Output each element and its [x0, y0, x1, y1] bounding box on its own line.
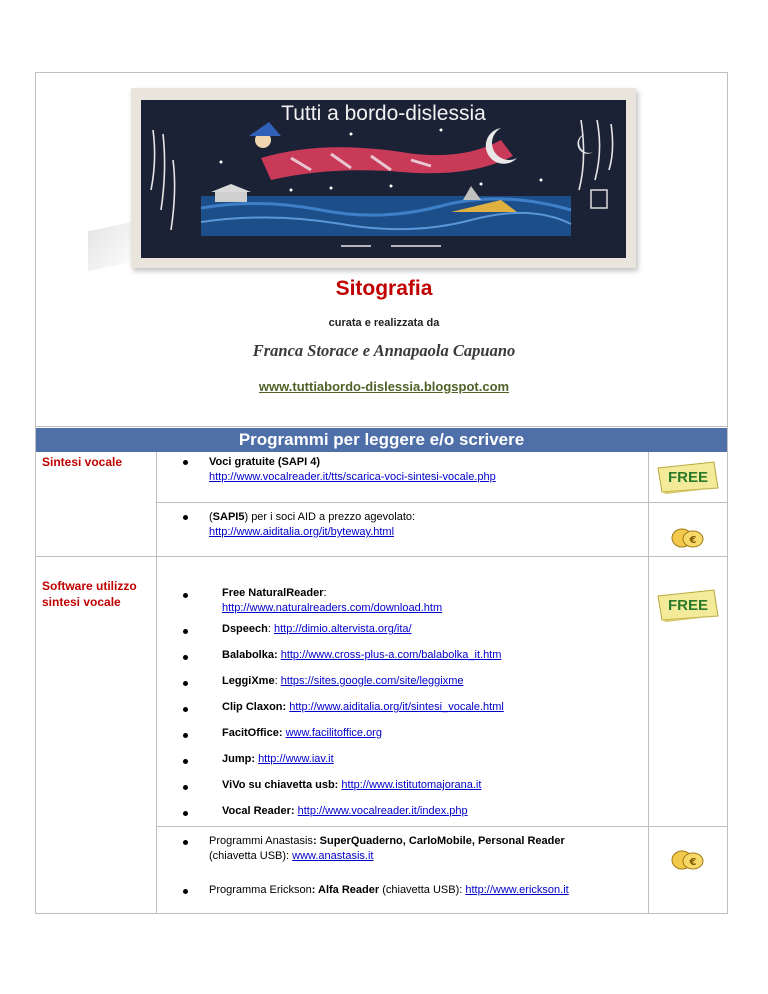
list-item	[222, 700, 504, 715]
item-label: Clip Claxon:	[222, 701, 287, 713]
row-divider	[36, 556, 728, 557]
free-badge-text: FREE	[667, 469, 709, 486]
item-link[interactable]: http://www.cross-plus-a.com/balabolka_it.htm	[280, 649, 502, 661]
item-label: Free NaturalReader	[222, 587, 324, 599]
table-divider-left	[156, 452, 157, 913]
item-label: SAPI5	[212, 511, 245, 523]
item-label: ViVo su chiavetta usb:	[222, 779, 339, 791]
free-badge-text: FREE	[667, 597, 709, 614]
item-link[interactable]: http://dimio.altervista.org/ita/	[273, 623, 412, 635]
list-item: Free NaturalReader: http://www.naturalreaders.com/download.htm	[222, 587, 443, 614]
item-text: (chiavetta USB):	[382, 884, 463, 896]
bullet	[183, 515, 188, 520]
item-label: Voci gratuite (SAPI 4)	[209, 456, 321, 468]
item-label: : SuperQuaderno, CarloMobile, Personal Reader	[312, 835, 565, 847]
list-item	[222, 648, 501, 663]
table-divider-right	[648, 452, 649, 913]
row-divider	[157, 826, 728, 827]
bullet	[183, 655, 188, 660]
item-link[interactable]: www.facilitoffice.org	[285, 727, 382, 739]
bullet	[183, 681, 188, 686]
item-link[interactable]: http://www.vocalreader.it/tts/scarica-voci-sintesi-vocale.php	[209, 471, 496, 483]
item-link[interactable]: http://www.naturalreaders.com/download.htm	[222, 602, 443, 614]
blog-link[interactable]: www.tuttiabordo-dislessia.blogspot.com	[258, 379, 510, 394]
category-sintesi-vocale: Sintesi vocale	[42, 455, 123, 469]
list-item	[222, 778, 481, 793]
item-link[interactable]: https://sites.google.com/site/leggixme	[280, 675, 464, 687]
list-item: Dspeech: http://dimio.altervista.org/ita/	[222, 623, 412, 635]
item-text: Programma Erickson	[209, 884, 312, 896]
item-label: Jump:	[222, 753, 255, 765]
list-item	[222, 726, 382, 741]
item-text: (chiavetta USB):	[209, 850, 290, 862]
item-link[interactable]: http://www.istitutomajorana.it	[341, 779, 482, 791]
row-divider	[157, 502, 728, 503]
item-text: Programmi Anastasis	[209, 835, 313, 847]
paid-euro-icon	[669, 528, 705, 548]
item-label: Balabolka:	[222, 649, 278, 661]
bullet	[183, 840, 188, 845]
item-label: Vocal Reader:	[222, 805, 295, 817]
svg-text:€: €	[689, 857, 697, 868]
item-label: FacitOffice:	[222, 727, 283, 739]
item-link[interactable]: http://www.aiditalia.org/it/byteway.html	[209, 526, 395, 538]
bullet	[183, 593, 188, 598]
category-software: Software utilizzo sintesi vocale	[42, 579, 137, 609]
free-badge-icon	[656, 588, 720, 622]
list-item: LeggiXme: https://sites.google.com/site/leggixme	[222, 675, 464, 687]
item-label: Dspeech	[222, 623, 268, 635]
list-item	[222, 752, 334, 767]
item-label: : Alfa Reader	[311, 884, 380, 896]
item-link[interactable]: http://www.erickson.it	[465, 884, 569, 896]
item-link[interactable]: http://www.vocalreader.it/index.php	[297, 805, 468, 817]
bullet	[183, 785, 188, 790]
bullet	[183, 733, 188, 738]
item-link[interactable]: http://www.iav.it	[258, 753, 334, 765]
item-label: LeggiXme	[222, 675, 275, 687]
subtitle: curata e realizzata da	[328, 317, 440, 329]
item-link[interactable]: www.anastasis.it	[292, 850, 374, 862]
bullet	[183, 811, 188, 816]
paid-euro-icon	[669, 850, 705, 870]
page-title: Sitografia	[335, 277, 433, 300]
list-item	[209, 883, 649, 898]
list-item	[209, 455, 639, 485]
section-title: Programmi per leggere e/o scrivere	[36, 428, 727, 452]
header-divider	[35, 426, 728, 427]
banner-image	[131, 88, 636, 268]
authors: Franca Storace e Annapaola Capuano	[252, 341, 516, 360]
free-badge-icon	[656, 460, 720, 494]
bullet	[183, 889, 188, 894]
bullet	[183, 759, 188, 764]
svg-text:€: €	[689, 535, 697, 546]
item-text: ) per i soci AID a prezzo agevolato:	[244, 511, 416, 523]
banner-title: Tutti a bordo-dislessia	[281, 102, 486, 125]
item-link[interactable]: http://www.aiditalia.org/it/sintesi_vocale.html	[289, 701, 504, 713]
list-item	[209, 834, 645, 864]
bullet	[183, 629, 188, 634]
bullet	[183, 460, 188, 465]
list-item	[222, 804, 468, 819]
bullet	[183, 707, 188, 712]
list-item: (SAPI5) per i soci AID a prezzo agevolato: http://www.aiditalia.org/it/byteway.html	[209, 511, 416, 538]
